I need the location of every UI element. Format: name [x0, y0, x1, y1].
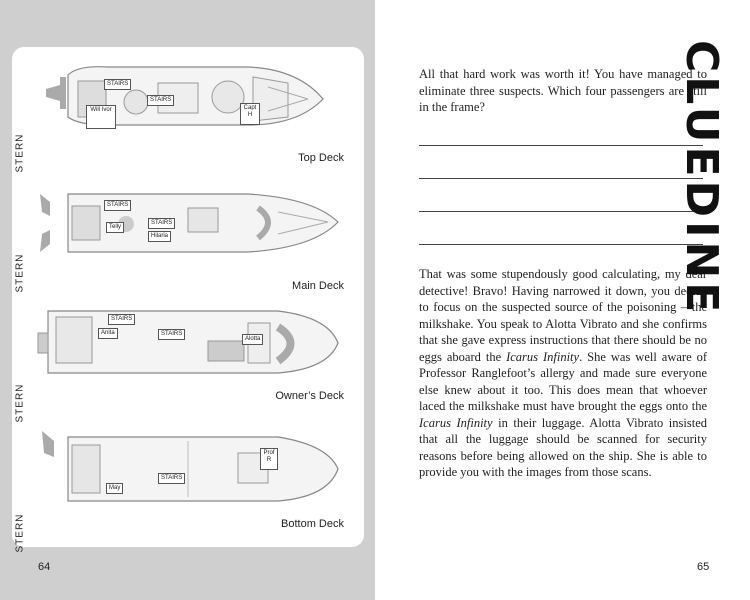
- chapter-side-tab-text: CLUEDINE: [676, 40, 727, 317]
- top-deck-plan: [12, 47, 364, 173]
- suspect-tag-telly: Telly: [106, 222, 124, 233]
- deck-name-main: Main Deck: [292, 280, 344, 292]
- suspect-tag-capt-h: Capt H: [240, 103, 260, 125]
- deck-name-top: Top Deck: [298, 152, 344, 164]
- main-deck-ship-drawing: [38, 172, 338, 252]
- owners-deck-ship-drawing: [38, 287, 338, 372]
- stairs-tag: STAIRS: [104, 200, 131, 211]
- page-number-right: 65: [697, 561, 710, 573]
- stairs-tag: STAIRS: [104, 79, 131, 90]
- suspect-tag-will-ivor: Will Ivor: [86, 105, 116, 129]
- suspect-tag-anita: Anita: [98, 328, 118, 339]
- top-deck-ship-drawing: [38, 47, 338, 127]
- deck-name-owners: Owner’s Deck: [275, 390, 344, 402]
- suspect-tag-prof-r: Prof R: [260, 448, 278, 470]
- stairs-tag: STAIRS: [148, 218, 175, 229]
- answer-line[interactable]: [419, 211, 703, 212]
- story-text: That was some stupendously good calculating, my dear detective! Bravo! Having narrowed it down, you decide to focus on the suspected source of the poisoning – the milkshake. You speak to Alotta Vibrato and she confirms that she gave express instructions that there should be no eggs aboard the: [419, 267, 707, 364]
- stairs-tag: STAIRS: [158, 473, 185, 484]
- deck-name-bottom: Bottom Deck: [281, 518, 344, 530]
- page-number-left: 64: [38, 561, 51, 573]
- answer-line[interactable]: [419, 145, 703, 146]
- ship-name: Icarus Infinity: [506, 349, 580, 364]
- story-text: in their luggage. Alotta Vibrato insisted that all the luggage should be scanned for security reasons before being allowed on the ship. She is able to provide you with the images from those scans.: [419, 415, 708, 479]
- stairs-tag: STAIRS: [158, 329, 185, 340]
- stern-label: STERN: [14, 253, 26, 293]
- suspect-tag-hilaria: Hilaria: [148, 231, 171, 242]
- ship-name: Icarus Infinity: [419, 415, 493, 430]
- owners-deck-plan: [12, 287, 364, 423]
- bottom-deck-plan: [12, 417, 364, 553]
- answer-line[interactable]: [419, 244, 703, 245]
- intro-paragraph: All that hard work was worth it! You have managed to eliminate three suspects. Which four passengers are still in the frame?: [419, 67, 707, 114]
- main-deck-plan: [12, 172, 364, 293]
- stern-label: STERN: [14, 133, 26, 173]
- stairs-tag: STAIRS: [108, 314, 135, 325]
- stern-label: STERN: [14, 383, 26, 423]
- story-paragraph: [419, 266, 707, 481]
- suspect-tag-may: May: [106, 483, 123, 494]
- answer-line[interactable]: [419, 178, 703, 179]
- story-text: . She was well aware of Professor Ranglefoot’s allergy and made sure everyone else knew about it too. This does mean that whoever laced the milkshake must have brought the eggs onto the: [419, 349, 707, 413]
- stairs-tag: STAIRS: [147, 95, 174, 106]
- stern-label: STERN: [14, 513, 26, 553]
- suspect-tag-alotta: Alotta: [242, 334, 263, 345]
- bottom-deck-ship-drawing: [38, 417, 338, 502]
- chapter-side-tab: [676, 40, 750, 560]
- deck-plan-card: [12, 47, 364, 553]
